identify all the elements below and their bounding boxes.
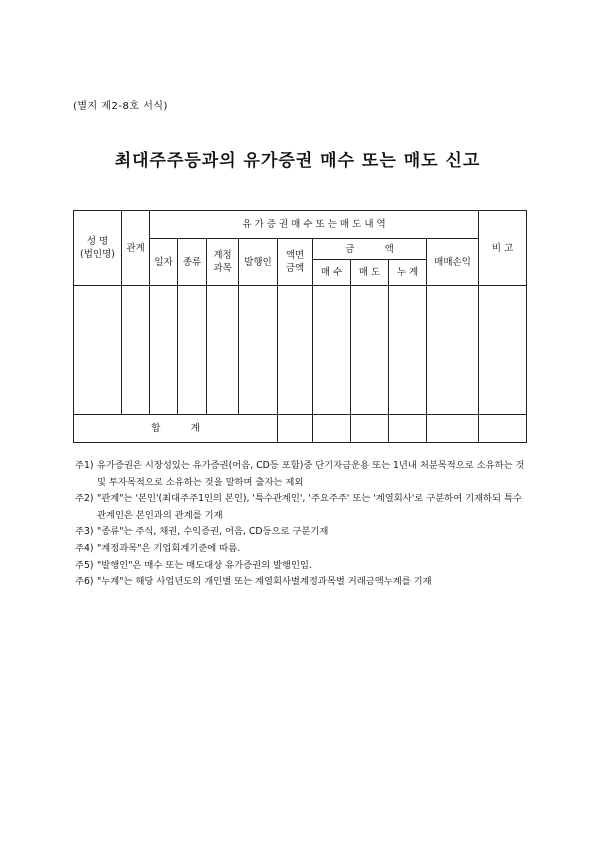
table-row xyxy=(74,286,527,415)
note-item xyxy=(75,524,530,541)
total-cumulative[interactable] xyxy=(389,415,427,443)
buy-header: 매 수 xyxy=(313,260,351,286)
note-text: "계정과목"은 기업회계기준에 따름. xyxy=(97,542,241,554)
cell-cumulative[interactable] xyxy=(389,286,427,415)
cell-relation[interactable] xyxy=(122,286,150,415)
note-item xyxy=(75,541,530,558)
name-header xyxy=(74,211,122,286)
issuer-header: 발행인 xyxy=(239,239,278,286)
face-value-header xyxy=(278,239,313,286)
cell-date[interactable] xyxy=(150,286,178,415)
face-label-1: 액면 xyxy=(285,250,305,261)
note-text: 유가증권은 시장성있는 유가증권(어음, CD등 포함)중 단기자금운용 또는 1년내 처분목적으로 소유하는 것 및 투자목적으로 소유하는 것을 말하며 출자는 제외 xyxy=(97,460,525,488)
cell-sell[interactable] xyxy=(351,286,389,415)
note-text: "종류"는 주식, 채권, 수익증권, 어음, CD등으로 구분기재 xyxy=(97,526,329,538)
note-text: "관계"는 '본인'(최대주주1인의 본인), '특수관계인', '주요주주' 또는 '계열회사'로 구분하여 기재하되 특수관계인은 본인과의 관계를 기재 xyxy=(97,493,522,521)
note-label: 주5) xyxy=(75,559,94,571)
total-remarks[interactable] xyxy=(479,415,527,443)
date-header: 일자 xyxy=(150,239,178,286)
cell-issuer[interactable] xyxy=(239,286,278,415)
note-label: 주2) xyxy=(75,493,94,505)
account-label-1: 계정 xyxy=(213,250,232,261)
total-label: 합 계 xyxy=(74,415,278,443)
cell-account[interactable] xyxy=(207,286,239,415)
cell-kind[interactable] xyxy=(178,286,207,415)
sell-header: 매 도 xyxy=(351,260,389,286)
footnotes xyxy=(75,458,530,591)
cell-buy[interactable] xyxy=(313,286,351,415)
total-row xyxy=(74,415,527,443)
total-buy[interactable] xyxy=(313,415,351,443)
trade-detail-header: 유 가 증 권 매 수 또 는 매 도 내 역 xyxy=(150,211,479,239)
face-label-2: 금액 xyxy=(285,263,305,274)
note-text: "발행인"은 매수 또는 매도대상 유가증권의 발행인임. xyxy=(97,559,312,571)
note-label: 주6) xyxy=(75,576,94,588)
document-title: 최대주주등과의 유가증권 매수 또는 매도 신고 xyxy=(114,151,481,171)
account-header xyxy=(207,239,239,286)
note-label: 주3) xyxy=(75,526,94,538)
amount-header: 금 액 xyxy=(313,239,427,260)
kind-header: 종류 xyxy=(178,239,207,286)
name-label: 성 명 xyxy=(86,236,109,247)
form-number: (별지 제2-8호 서식) xyxy=(73,101,168,112)
report-table xyxy=(73,210,527,443)
total-sell[interactable] xyxy=(351,415,389,443)
cell-face-value[interactable] xyxy=(278,286,313,415)
note-item xyxy=(75,574,530,591)
note-label: 주4) xyxy=(75,542,94,554)
total-gain-loss[interactable] xyxy=(427,415,479,443)
account-label-2: 과목 xyxy=(213,263,232,274)
total-face-value[interactable] xyxy=(278,415,313,443)
cumulative-header: 누 계 xyxy=(389,260,427,286)
note-item xyxy=(75,491,530,524)
cell-name[interactable] xyxy=(74,286,122,415)
cell-gain-loss[interactable] xyxy=(427,286,479,415)
name-corp-label: (법인명) xyxy=(80,249,115,260)
note-label: 주1) xyxy=(75,460,94,471)
remarks-header: 비 고 xyxy=(479,211,527,286)
relation-header: 관계 xyxy=(122,211,150,286)
cell-remarks[interactable] xyxy=(479,286,527,415)
note-item xyxy=(75,458,530,491)
gain-loss-header: 매매손익 xyxy=(427,239,479,286)
note-item xyxy=(75,558,530,575)
note-text: "누계"는 해당 사업년도의 개인별 또는 계열회사별계정과목별 거래금액누계를 기재 xyxy=(97,576,432,588)
